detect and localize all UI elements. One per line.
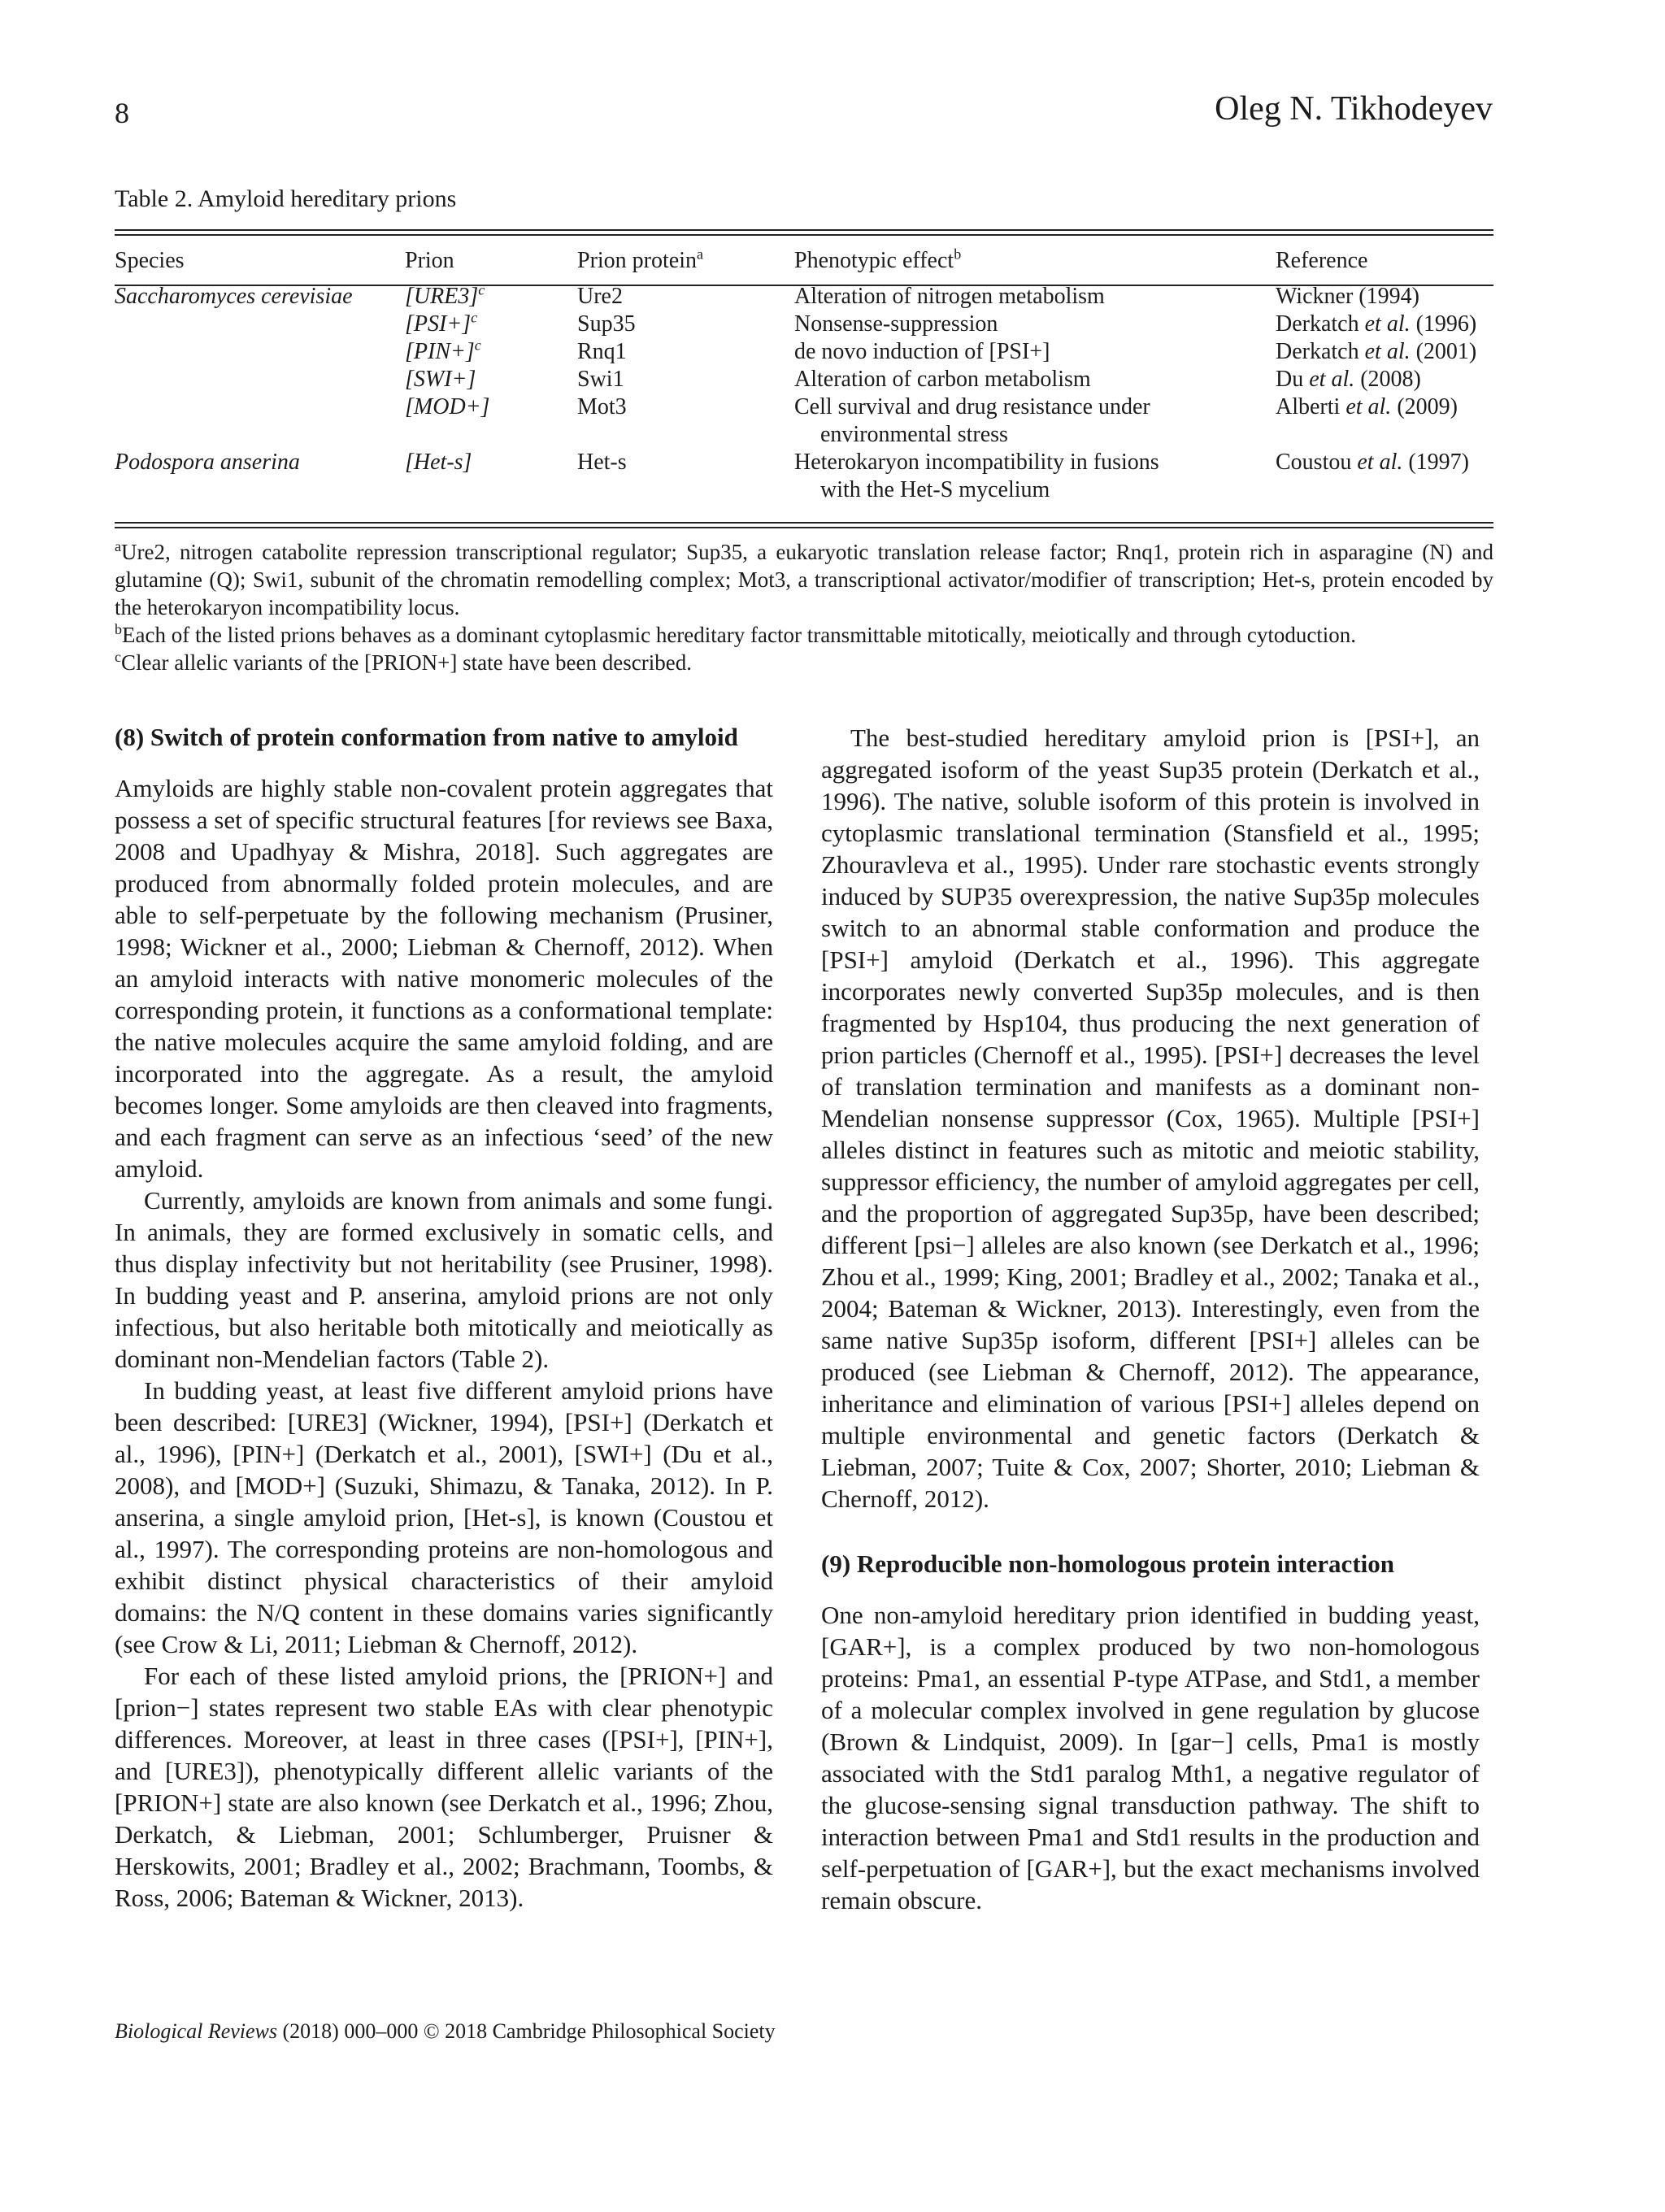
section-8-heading: (8) Switch of protein conformation from native to amyloid bbox=[115, 723, 738, 751]
col-reference: Reference bbox=[1276, 248, 1368, 273]
cell-protein: Rnq1 bbox=[577, 339, 627, 364]
cell-reference: Coustou et al. (1997) bbox=[1276, 450, 1470, 475]
table-row bbox=[115, 338, 1493, 366]
section-9-heading: (9) Reproducible non-homologous protein interaction bbox=[821, 1549, 1394, 1578]
footnote: $^a$Ure2, nitrogen catabolite repression transcriptional regulator; Sup35, a eukaryotic translation release factor; Rnq1, protein rich in asparagine (N) and glutamine (Q); Swi1, subunit of the chromatin remodelling complex; Mot3, a transcriptional activator/modifier of transcription; Het-s, protein encoded by the heterokaryon incompatibility locus. bbox=[115, 538, 1493, 619]
table-row bbox=[115, 449, 1493, 504]
cell-effect: Nonsense-suppression bbox=[794, 311, 998, 337]
table-top-rule-2 bbox=[115, 234, 1493, 236]
col-species: Species bbox=[115, 248, 185, 273]
cell-reference: Derkatch et al. (2001) bbox=[1276, 339, 1477, 364]
table-row bbox=[115, 393, 1493, 449]
cell-protein: Mot3 bbox=[577, 394, 627, 419]
cell-reference: Derkatch et al. (1996) bbox=[1276, 311, 1477, 337]
footnote: $^c$Clear allelic variants of the [PRION+] state have been described. bbox=[115, 649, 692, 675]
cell-species bbox=[115, 311, 405, 338]
col-prion: Prion bbox=[405, 248, 454, 273]
cell-protein: Swi1 bbox=[577, 367, 624, 392]
cell-species bbox=[115, 338, 405, 366]
cell-reference: Wickner (1994) bbox=[1276, 284, 1419, 309]
table-header-row bbox=[115, 239, 1493, 283]
cell-protein: Het-s bbox=[577, 450, 627, 475]
table-row bbox=[115, 283, 1493, 311]
right-column bbox=[821, 722, 1480, 1916]
page-footer bbox=[115, 2019, 776, 2044]
paragraph: Currently, amyloids are known from animals and some fungi. In animals, they are formed exclusively in somatic cells, and thus display infectivity but not heritability (see Prusiner, 1998). In budding yeast and P. anserina, amyloid prions are not only infectious, but also heritable both mitotically and meiotically as dominant non-Mendelian factors (Table 2). bbox=[115, 1186, 773, 1373]
paragraph: One non-amyloid hereditary prion identified in budding yeast, [GAR+], is a complex produced by two non-homologous proteins: Pma1, an essential P-type ATPase, and Std1, a member of a molecular complex involved in gene regulation by glucose (Brown & Lindquist, 2009). In [gar−] cells, Pma1 is mostly associated with the Std1 paralog Mth1, a negative regulator of the glucose-sensing signal transduction pathway. The shift to interaction between Pma1 and Std1 results in the production and self-perpetuation of [GAR+], but the exact mechanisms involved remain obscure. bbox=[821, 1601, 1480, 1914]
cell-prion: [Het-s] bbox=[405, 450, 472, 475]
table-top-rule bbox=[115, 229, 1493, 231]
cell-protein: Sup35 bbox=[577, 311, 636, 337]
cell-effect: Alteration of nitrogen metabolism bbox=[794, 284, 1105, 309]
table-row bbox=[115, 311, 1493, 338]
cell-species: Podospora anserina bbox=[115, 450, 300, 475]
cell-protein: Ure2 bbox=[577, 284, 623, 309]
page-number: 8 bbox=[115, 97, 129, 129]
paragraph: The best-studied hereditary amyloid prion is [PSI+], an aggregated isoform of the yeast Sup35 protein (Derkatch et al., 1996). The native, soluble isoform of this protein is involved in cytoplasmic translational termination (Stansfield et al., 1995; Zhouravleva et al., 1995). Under rare stochastic events strongly induced by SUP35 overexpression, the native Sup35p molecules switch to an abnormal stable conformation and produce the [PSI+] amyloid (Derkatch et al., 1996). This aggregate incorporates newly converted Sup35p molecules, and is then fragmented by Hsp104, thus producing the next generation of prion particles (Chernoff et al., 1995). [PSI+] decreases the level of translation termination and manifests as a dominant non-Mendelian nonsense suppressor (Cox, 1965). Multiple [PSI+] alleles distinct in features such as mitotic and meiotic stability, suppressor efficiency, the number of amyloid aggregates per cell, and the proportion of aggregated Sup35p, have been described; different [psi−] alleles are also known (see Derkatch et al., 1996; Zhou et al., 1999; King, 2001; Bradley et al., 2002; Tanaka et al., 2004; Bateman & Wickner, 2013). Interestingly, even from the same native Sup35p isoform, different [PSI+] alleles can be produced (see Liebman & Chernoff, 2012). The appearance, inheritance and elimination of various [PSI+] alleles depend on multiple environmental and genetic factors (Derkatch & Liebman, 2007; Tuite & Cox, 2007; Shorter, 2010; Liebman & Chernoff, 2012). bbox=[821, 724, 1480, 1513]
col-phenotypic-effect: Phenotypic effect$^b$ bbox=[794, 246, 962, 273]
journal-name: Biological Reviews bbox=[115, 2019, 278, 2043]
cell-species bbox=[115, 366, 405, 393]
cell-effect: Alteration of carbon metabolism bbox=[794, 367, 1091, 392]
paragraph: In budding yeast, at least five different amyloid prions have been described: [URE3] (Wickner, 1994), [PSI+] (Derkatch et al., 1996), [PIN+] (Derkatch et al., 2001), [SWI+] (Du et al., 2008), and [MOD+] (Suzuki, Shimazu, & Tanaka, 2012). In P. anserina, a single amyloid prion, [Het-s], is known (Coustou et al., 1997). The corresponding proteins are non-homologous and exhibit distinct physical characteristics of their amyloid domains: the N/Q content in these domains varies significantly (see Crow & Li, 2011; Liebman & Chernoff, 2012). bbox=[115, 1376, 773, 1658]
table-bottom-rule bbox=[115, 522, 1493, 524]
table-caption: Table 2. Amyloid hereditary prions bbox=[115, 185, 457, 212]
cell-prion: [SWI+] bbox=[405, 367, 476, 392]
cell-effect: Cell survival and drug resistance under environmental stress bbox=[794, 394, 1150, 447]
table-bottom-rule-2 bbox=[115, 527, 1493, 528]
left-column bbox=[115, 722, 773, 1914]
running-head: Oleg N. Tikhodeyev bbox=[1215, 90, 1493, 128]
paragraph: Amyloids are highly stable non-covalent protein aggregates that possess a set of specific structural features [for reviews see Baxa, 2008 and Upadhyay & Mishra, 2018]. Such aggregates are produced from abnormally folded protein molecules, and are able to self-perpetuate by the following mechanism (Prusiner, 1998; Wickner et al., 2000; Liebman & Chernoff, 2012). When an amyloid interacts with native monomeric molecules of the corresponding protein, it functions as a conformational template: the native molecules acquire the same amyloid folding, and are incorporated into the aggregate. As a result, the amyloid becomes longer. Some amyloids are then cleaved into fragments, and each fragment can serve as an infectious ‘seed’ of the new amyloid. bbox=[115, 774, 773, 1183]
cell-reference: Du et al. (2008) bbox=[1276, 367, 1421, 392]
paragraph: For each of these listed amyloid prions, the [PRION+] and [prion−] states represent two stable EAs with clear phenotypic differences. Moreover, at least in three cases ([PSI+], [PIN+], and [URE3]), phenotypically different allelic variants of the [PRION+] state are also known (see Derkatch et al., 1996; Zhou, Derkatch, & Liebman, 2001; Schlumberger, Pruisner & Herskowits, 2001; Bradley et al., 2002; Brachmann, Toombs, & Ross, 2006; Bateman & Wickner, 2013). bbox=[115, 1662, 773, 1912]
cell-effect: Heterokaryon incompatibility in fusions with the Het-S mycelium bbox=[794, 450, 1159, 502]
cell-prion: $[URE3]^c$ bbox=[405, 281, 485, 309]
footnote: $^b$Each of the listed prions behaves as a dominant cytoplasmic hereditary factor transmittable mitotically, meiotically and through cytoduction. bbox=[115, 621, 1357, 647]
cell-prion: $[PIN+]^c$ bbox=[405, 337, 481, 364]
footer-copyright: (2018) 000–000 © 2018 Cambridge Philosophical Society bbox=[277, 2019, 776, 2043]
cell-reference: Alberti et al. (2009) bbox=[1276, 394, 1458, 419]
cell-prion: $[PSI+]^c$ bbox=[405, 309, 478, 337]
table-footnotes bbox=[115, 538, 1493, 676]
cell-prion: [MOD+] bbox=[405, 394, 490, 419]
cell-effect: de novo induction of [PSI+] bbox=[794, 339, 1050, 364]
prions-table bbox=[115, 239, 1493, 504]
cell-species: Saccharomyces cerevisiae bbox=[115, 284, 353, 309]
col-prion-protein: Prion protein$^a$ bbox=[577, 246, 703, 273]
table-row bbox=[115, 366, 1493, 393]
cell-species bbox=[115, 393, 405, 449]
